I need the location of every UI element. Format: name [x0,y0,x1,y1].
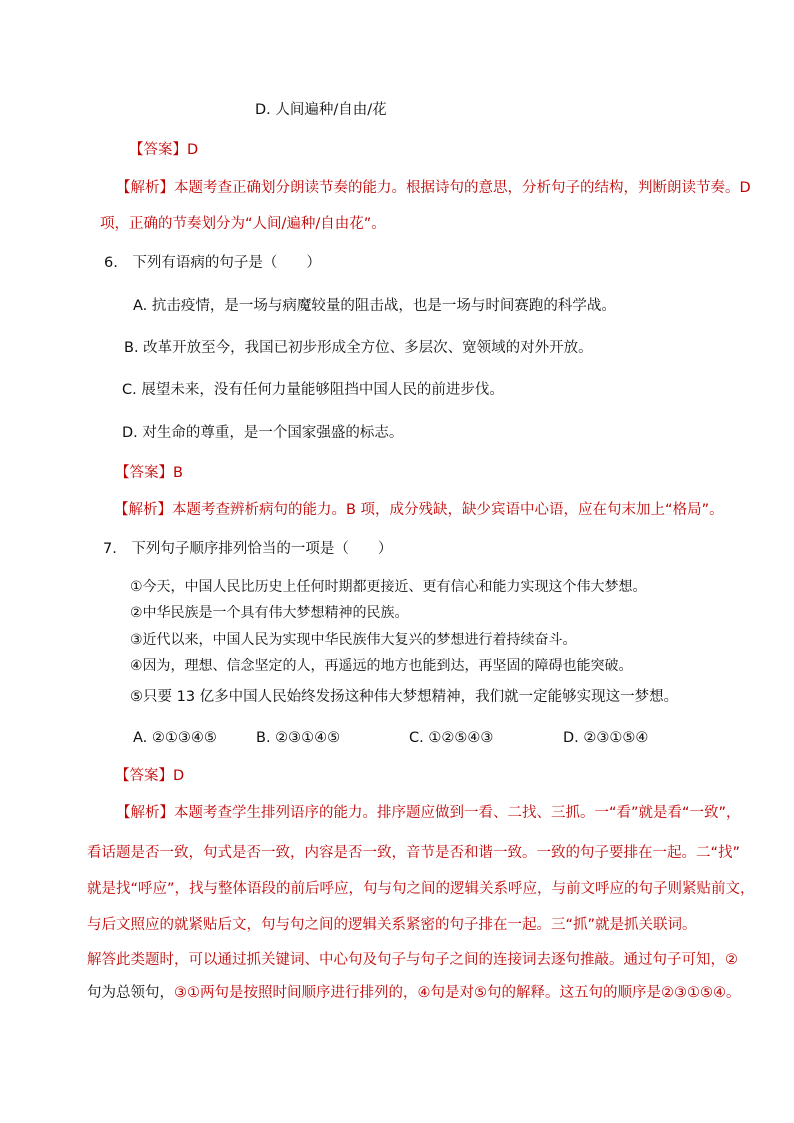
answer-label: 【答案】 [115,465,173,481]
q7-answer [115,766,184,786]
q6-answer [115,463,183,483]
q6-option-d: D. 对生命的尊重，是一个国家强盛的标志。 [122,425,404,441]
q6-stem: 6. 下列有语病的句子是（ ） [104,255,321,271]
q7-analysis-line-1 [116,803,741,823]
method-text-black: 句为总领句， [87,985,174,1001]
analysis-text: 本题考查学生排列语序的能力。排序题应做到一看、二找、三抓。一“看”就是看“一致”， [174,805,741,821]
q7-sentence-4: ④因为，理想、信念坚定的人，再遥远的地方也能到达，再坚固的障碍也能突破。 [130,658,633,674]
q7-option-c: C. ①②⑤④③ [409,730,494,746]
q7-option-b: B. ②③①④⑤ [256,730,341,746]
analysis-text: 本题考查正确划分朗读节奏的能力。根据诗句的意思，分析句子的结构，判断朗读节奏。D [174,180,751,196]
q5-analysis-line-1 [116,178,751,198]
q7-method-line-1: 解答此类题时，可以通过抓关键词、中心句及句子与句子之间的连接词去逐句推敲。通过句子可知，② [87,952,738,968]
q7-analysis-line-3: 就是找“呼应”，找与整体语段的前后呼应，句与句之间的逻辑关系呼应，与前文呼应的句子则紧贴前文， [87,881,755,897]
analysis-label: 【解析】 [116,180,174,196]
q7-method-line-2 [87,983,741,1003]
analysis-label: 【解析】 [116,805,174,821]
q7-stem: 7. 下列句子顺序排列恰当的一项是（ ） [103,541,393,557]
q7-sentence-5: ⑤只要 13 亿多中国人民始终发扬这种伟大梦想精神，我们就一定能够实现这一梦想。 [130,689,679,705]
q6-option-b: B. 改革开放至今，我国已初步形成全方位、多层次、宽领域的对外开放。 [124,340,593,356]
q6-analysis [114,500,724,520]
q5-analysis-line-2: 项，正确的节奏划分为“人间/遍种/自由花”。 [100,216,386,232]
q7-sentence-2: ②中华民族是一个具有伟大梦想精神的民族。 [130,605,409,621]
q7-sentence-3: ③近代以来，中国人民为实现中华民族伟大复兴的梦想进行着持续奋斗。 [130,632,577,648]
q6-option-c: C. 展望未来，没有任何力量能够阻挡中国人民的前进步伐。 [122,382,504,398]
answer-label: 【答案】 [115,768,173,784]
q6-option-a: A. 抗击疫情，是一场与病魔较量的阻击战，也是一场与时间赛跑的科学战。 [133,298,616,314]
q5-option-d: D. 人间遍种/自由/花 [255,102,387,118]
q5-answer [129,140,198,160]
q7-sentence-1: ①今天，中国人民比历史上任何时期都更接近、更有信心和能力实现这个伟大梦想。 [130,579,647,595]
answer-value: B [173,465,183,481]
method-text-red: ③①两句是按照时间顺序进行排列的，④句是对⑤句的解释。这五句的顺序是②③①⑤④。 [174,985,741,1001]
q7-option-a: A. ②①③④⑤ [133,730,217,746]
answer-value: D [187,142,199,158]
analysis-label: 【解析】 [114,502,172,518]
q7-analysis-line-2: 看话题是否一致，句式是否一致，内容是否一致，音节是否和谐一致。一致的句子要排在一起。二“找” [87,845,741,861]
analysis-text: 本题考查辨析病句的能力。B 项，成分残缺，缺少宾语中心语，应在句末加上“格局”。 [172,502,724,518]
answer-label: 【答案】 [129,142,187,158]
q7-analysis-line-4: 与后文照应的就紧贴后文，句与句之间的逻辑关系紧密的句子排在一起。三“抓”就是抓关联词。 [87,917,697,933]
q7-option-d: D. ②③①⑤④ [563,730,649,746]
answer-value: D [173,768,185,784]
